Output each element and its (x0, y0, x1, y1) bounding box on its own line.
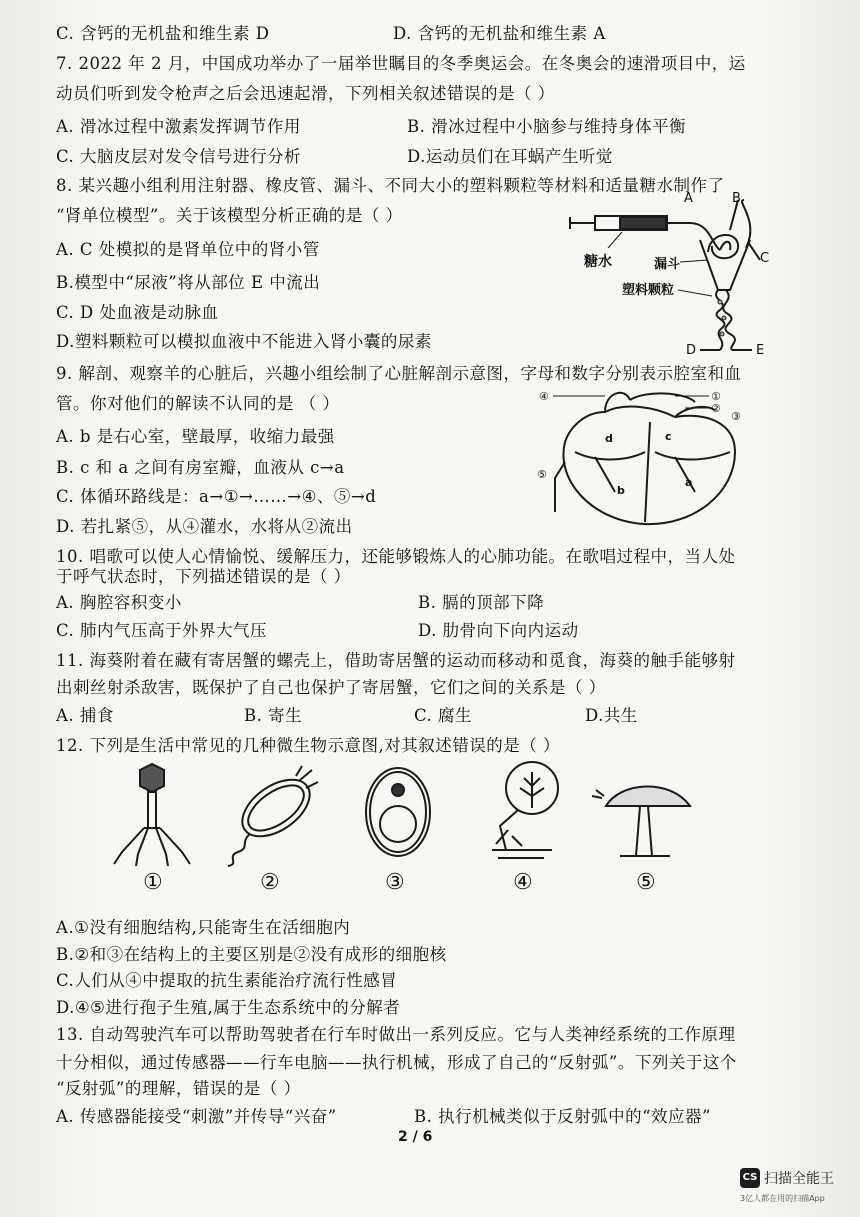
q12-option-d: D.④⑤进行孢子生殖,属于生态系统中的分解者 (56, 998, 401, 1017)
watermark-app-name: 扫描全能王 (764, 1171, 834, 1187)
q7-option-b: B. 滑冰过程中小脑参与维持身体平衡 (407, 117, 687, 136)
q9-option-d: D. 若扎紧⑤，从④灌水，水将从②流出 (56, 517, 353, 536)
q8-option-a: A. C 处模拟的是肾单位中的肾小管 (56, 240, 320, 259)
q10-option-c: C. 肺内气压高于外界大气压 (56, 621, 268, 640)
heart-chamber-b: b (617, 484, 625, 497)
q11-stem-line2: 出刺丝射杀敌害，既保护了自己也保护了寄居蟹，它们之间的关系是（ ） (56, 678, 606, 697)
q11-option-b: B. 寄生 (244, 706, 303, 725)
scanner-watermark (740, 1166, 852, 1210)
q8-option-d: D.塑料颗粒可以模拟血液中不能进入肾小囊的尿素 (56, 332, 432, 351)
q9-option-c: C. 体循环路线是：a→①→……→④、⑤→d (56, 487, 377, 506)
q8-option-c: C. D 处血液是动脉血 (56, 303, 219, 322)
microorganisms-figure (100, 760, 700, 872)
fig-label-funnel: 漏斗 (654, 257, 681, 272)
micro-label-1: ① (143, 870, 163, 895)
camscanner-logo-icon: CS (740, 1168, 760, 1188)
q11-option-a: A. 捕食 (56, 706, 114, 725)
q13-option-b: B. 执行机械类似于反射弧中的“效应器” (414, 1107, 711, 1126)
fig-label-particles: 塑料颗粒 (622, 283, 675, 298)
q10-option-a: A. 胸腔容积变小 (56, 593, 182, 612)
q13-option-a: A. 传感器能接受“刺激”并传导“兴奋” (56, 1107, 337, 1126)
heart-label-3: ③ (731, 410, 741, 423)
q7-option-d: D.运动员们在耳蜗产生听觉 (407, 147, 613, 166)
q12-option-a: A.①没有细胞结构,只能寄生在活细胞内 (56, 918, 351, 937)
q13-stem-line1: 13. 自动驾驶汽车可以帮助驾驶者在行车时做出一系列反应。它与人类神经系统的工作原理 (56, 1025, 736, 1044)
q11-stem-line1: 11. 海葵附着在藏有寄居蟹的螺壳上，借助寄居蟹的运动而移动和觅食，海葵的触手能够射 (56, 651, 736, 670)
q9-option-b: B. c 和 a 之间有房室瓣，血液从 c→a (56, 458, 345, 477)
heart-chamber-c: c (665, 430, 672, 443)
q9-stem-line2: 管。你对他们的解读不认同的是 （ ） (56, 394, 340, 413)
q13-stem-line3: “反射弧”的理解，错误的是（ ） (56, 1079, 301, 1098)
q8-stem-line1: 8. 某兴趣小组利用注射器、橡皮管、漏斗、不同大小的塑料颗粒等材料和适量糖水制作了 (56, 176, 725, 195)
heart-label-5: ⑤ (537, 468, 547, 481)
q9-stem-line1: 9. 解剖、观察羊的心脏后，兴趣小组绘制了心脏解剖示意图，字母和数字分别表示腔室和血 (56, 364, 742, 383)
fig-label-c: C (760, 251, 770, 266)
q12-stem: 12. 下列是生活中常见的几种微生物示意图,对其叙述错误的是（ ） (56, 736, 560, 755)
heart-label-2: ② (711, 402, 721, 415)
q9-option-a: A. b 是右心室，壁最厚，收缩力最强 (56, 427, 335, 446)
q7-stem-line1: 7. 2022 年 2 月，中国成功举办了一届举世瞩目的冬季奥运会。在冬奥会的速滑项目中，运 (56, 54, 746, 73)
page-number: 2 / 6 (398, 1129, 433, 1145)
q7-option-a: A. 滑冰过程中激素发挥调节作用 (56, 117, 301, 136)
q8-stem-line2: “肾单位模型”。关于该模型分析正确的是（ ） (56, 206, 403, 225)
fig-label-sugar-water: 糖水 (584, 254, 612, 270)
heart-anatomy-figure (535, 382, 765, 527)
micro-label-3: ③ (385, 870, 405, 895)
q12-option-c: C.人们从④中提取的抗生素能治疗流行性感冒 (56, 971, 398, 990)
q6-option-c: C. 含钙的无机盐和维生素 D (56, 24, 270, 43)
watermark-tagline: 3亿人都在用的扫描App (740, 1194, 825, 1203)
q8-option-b: B.模型中“尿液”将从部位 E 中流出 (56, 273, 321, 292)
q11-option-d: D.共生 (585, 706, 638, 725)
q12-option-b: B.②和③在结构上的主要区别是②没有成形的细胞核 (56, 945, 447, 964)
q10-stem-line2: 于呼气状态时，下列描述错误的是（ ） (56, 567, 351, 586)
heart-chamber-a: a (685, 476, 693, 489)
q10-option-d: D. 肋骨向下向内运动 (418, 621, 579, 640)
q10-stem-line1: 10. 唱歌可以使人心情愉悦、缓解压力，还能够锻炼人的心肺功能。在歌唱过程中，当人处 (56, 547, 736, 566)
micro-label-2: ② (260, 870, 280, 895)
q13-stem-line2: 十分相似，通过传感器——行车电脑——执行机械，形成了自己的“反射弧”。下列关于这个 (56, 1053, 737, 1072)
q7-option-c: C. 大脑皮层对发令信号进行分析 (56, 147, 302, 166)
kidney-unit-model-figure (560, 190, 780, 360)
q6-option-d: D. 含钙的无机盐和维生素 A (393, 24, 606, 43)
fig-label-e: E (756, 343, 765, 358)
micro-label-4: ④ (513, 870, 533, 895)
micro-label-5: ⑤ (636, 870, 656, 895)
fig-label-d: D (686, 343, 697, 358)
fig-label-a: A (684, 191, 693, 206)
q11-option-c: C. 腐生 (414, 706, 473, 725)
heart-chamber-d: d (605, 432, 613, 445)
fig-label-b: B (732, 191, 741, 206)
heart-label-1: ① (711, 390, 721, 403)
q7-stem-line2: 动员们听到发令枪声之后会迅速起滑，下列相关叙述错误的是（ ） (56, 84, 555, 103)
heart-label-4: ④ (539, 390, 549, 403)
q10-option-b: B. 膈的顶部下降 (418, 593, 545, 612)
